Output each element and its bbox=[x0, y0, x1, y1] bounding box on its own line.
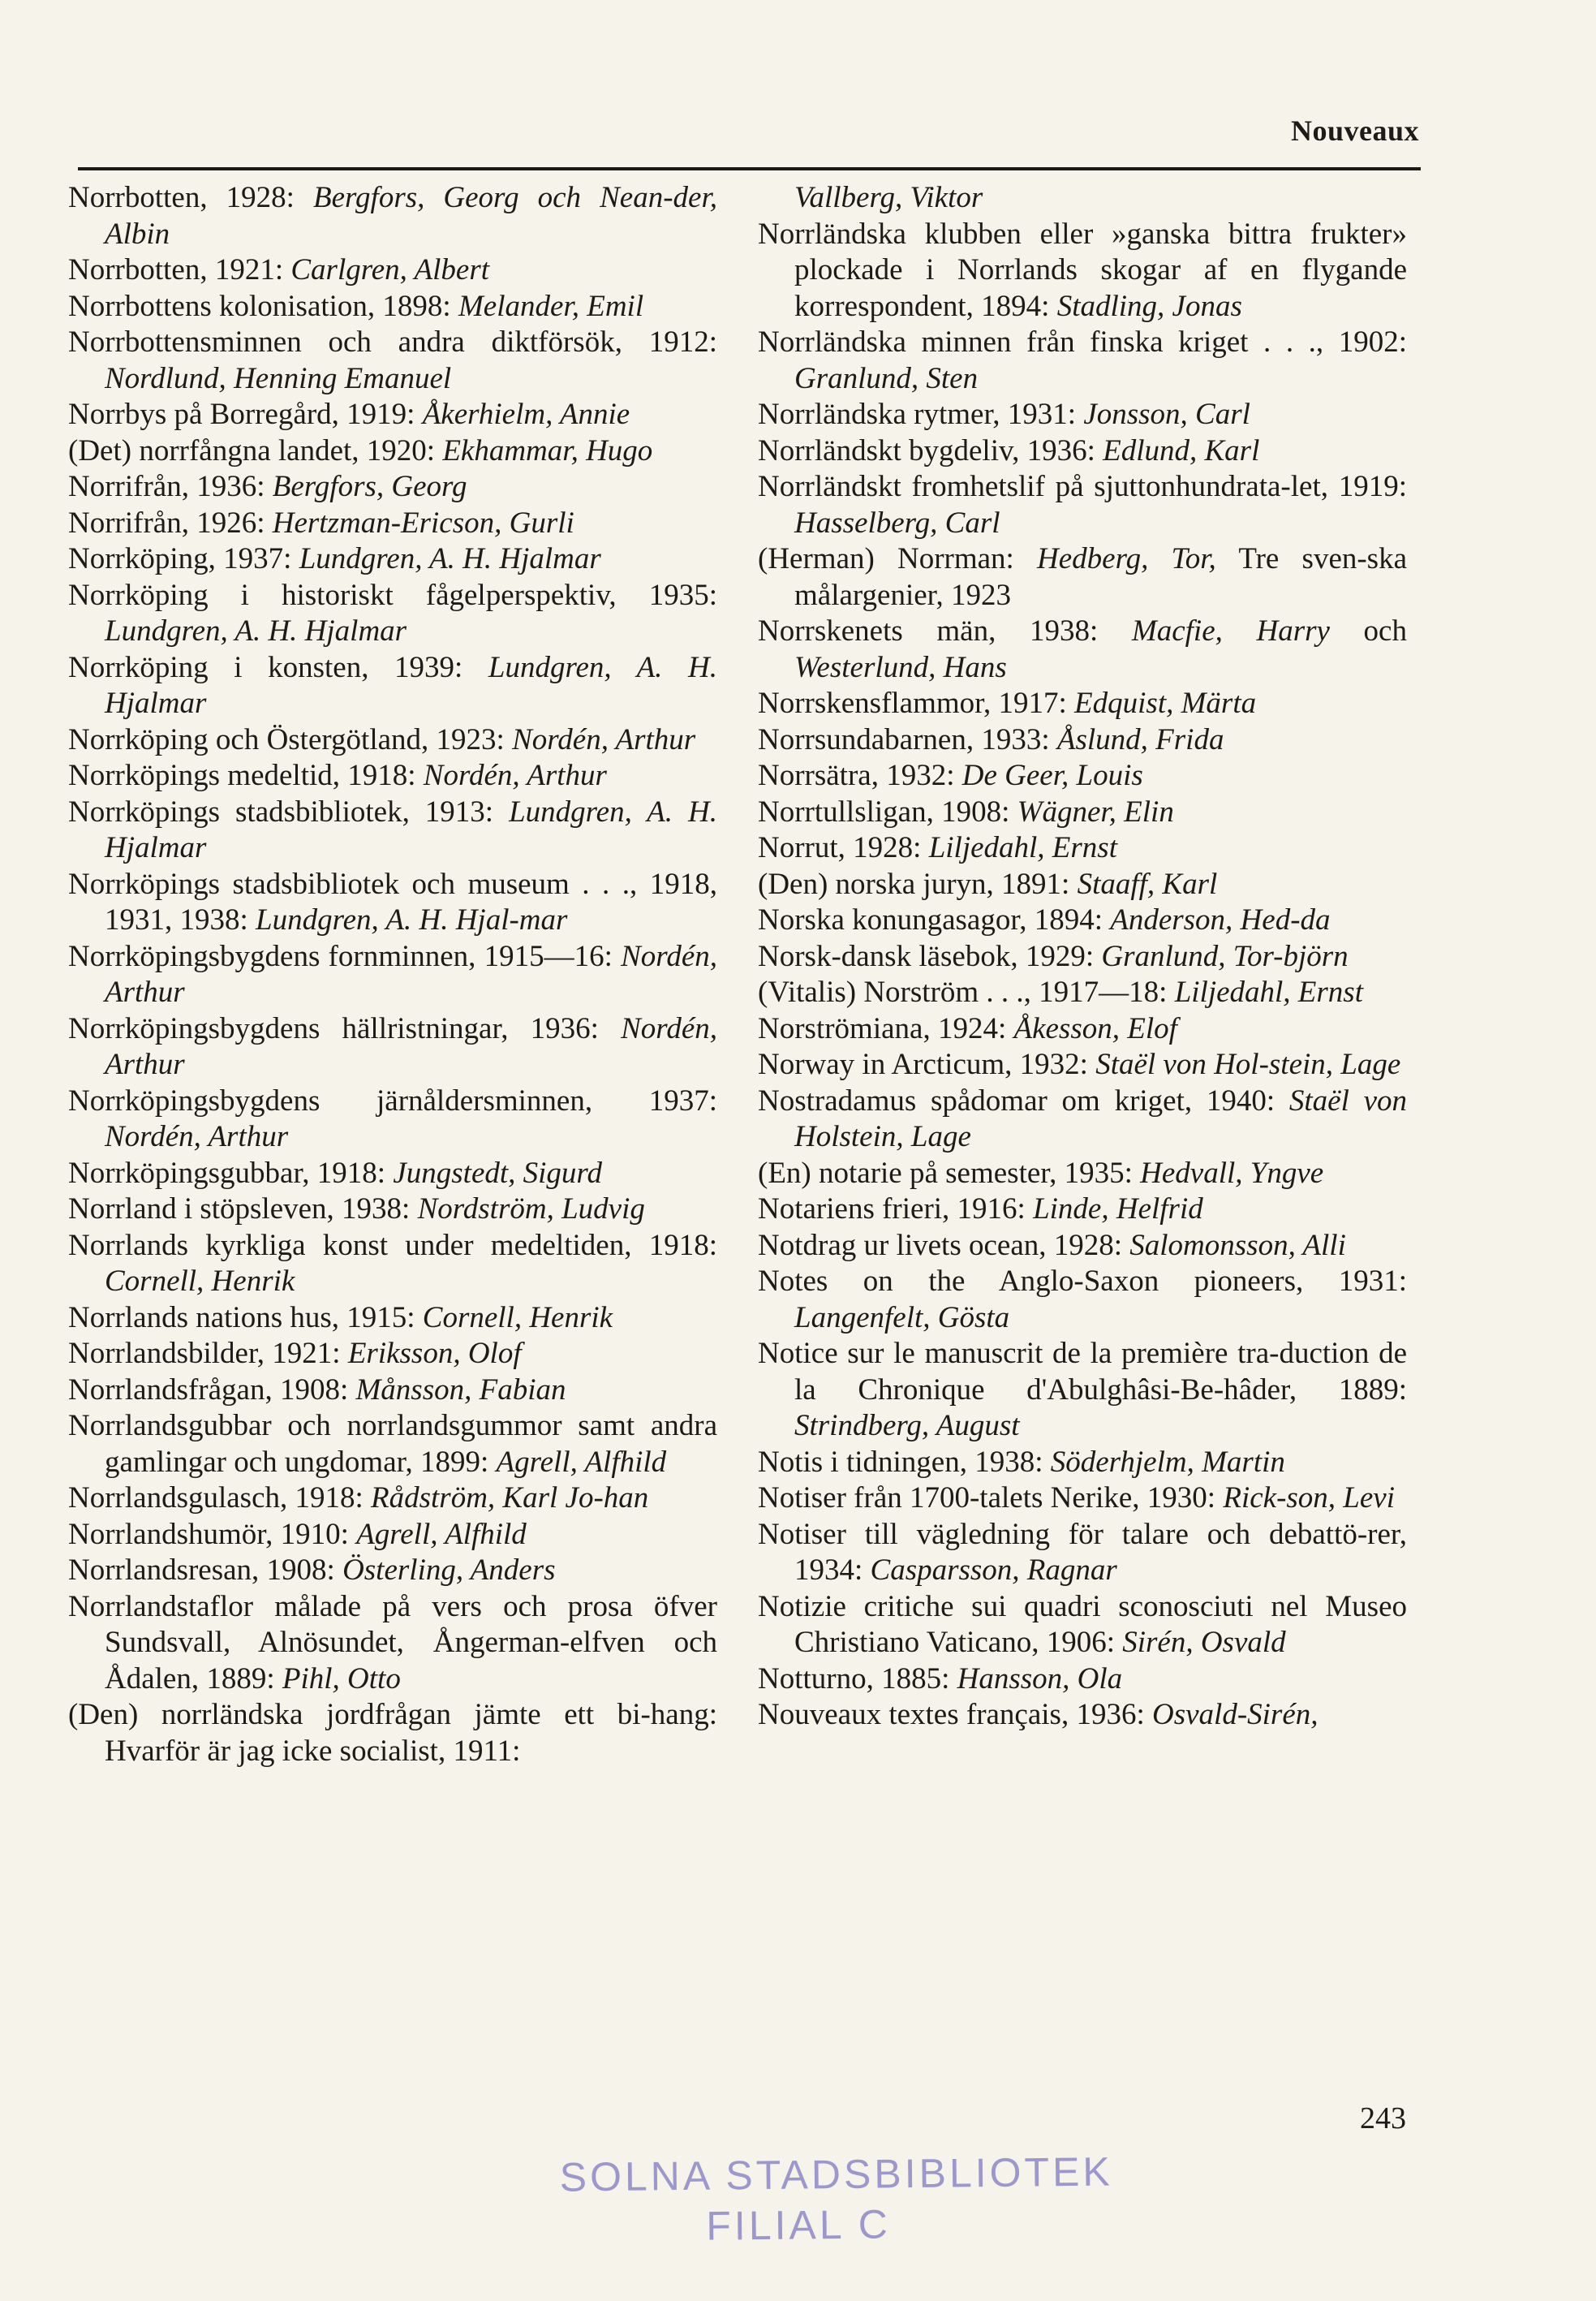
entry-author: Lundgren, A. H. Hjalmar bbox=[105, 795, 717, 864]
entry-title: Norrut, 1928: bbox=[758, 831, 929, 864]
entry-title: Norrbys på Borregård, 1919: bbox=[68, 398, 423, 431]
catalog-entry bbox=[758, 614, 1407, 686]
entry-author: Eriksson, Olof bbox=[347, 1337, 522, 1370]
catalog-entry bbox=[758, 217, 1407, 325]
catalog-entry bbox=[68, 1084, 717, 1156]
catalog-entry bbox=[68, 506, 717, 542]
entry-author: Nordström, Ludvig bbox=[417, 1192, 645, 1226]
catalog-entry bbox=[68, 1697, 717, 1769]
entry-title: Norrbotten, 1928: bbox=[68, 181, 313, 214]
catalog-entry bbox=[758, 1517, 1407, 1589]
entry-title: (Vitalis) Norström . . ., 1917—18: bbox=[758, 976, 1175, 1009]
entry-author: Sirén, Osvald bbox=[1122, 1626, 1286, 1659]
entry-title: Notariens frieri, 1916: bbox=[758, 1192, 1034, 1226]
entry-author: Staël von Hol-stein, Lage bbox=[1095, 1048, 1401, 1081]
entry-author: Nordén, Arthur bbox=[105, 939, 717, 1009]
entry-title: Norrskenets män, 1938: bbox=[758, 614, 1132, 648]
stamp-line-2: FILIAL C bbox=[706, 2201, 892, 2249]
catalog-entry bbox=[758, 1264, 1407, 1336]
entry-title: Norska konungasagor, 1894: bbox=[758, 903, 1111, 937]
entry-author: Hasselberg, Carl bbox=[794, 506, 1000, 540]
catalog-entry bbox=[758, 1011, 1407, 1048]
entry-title: Norrländska minnen från finska kriget . . ., 1902: bbox=[758, 325, 1407, 359]
catalog-entry bbox=[68, 1300, 717, 1337]
catalog-entry bbox=[68, 289, 717, 325]
entry-author: Stadling, Jonas bbox=[1056, 289, 1242, 323]
entry-title: Norrköpings medeltid, 1918: bbox=[68, 759, 424, 792]
continuation-entry bbox=[758, 180, 1407, 217]
catalog-entry bbox=[68, 1011, 717, 1084]
entry-author: Lundgren, A. H. Hjalmar bbox=[299, 542, 601, 575]
entry-author: Hertzman-Ericson, Gurli bbox=[272, 506, 574, 540]
catalog-entry bbox=[68, 1228, 717, 1300]
entry-author: Granlund, Tor-björn bbox=[1101, 939, 1349, 973]
catalog-entry bbox=[68, 469, 717, 506]
entry-title: Norrsätra, 1932: bbox=[758, 759, 962, 792]
catalog-entry bbox=[68, 1372, 717, 1409]
entry-author: Salomonsson, Alli bbox=[1129, 1228, 1346, 1262]
entry-title: Norrköping i konsten, 1939: bbox=[68, 650, 488, 684]
entry-title: Norrtullsligan, 1908: bbox=[758, 795, 1017, 829]
entry-author: Edquist, Märta bbox=[1074, 687, 1257, 720]
entry-title: Norrlandsbilder, 1921: bbox=[68, 1337, 348, 1370]
left-column bbox=[68, 180, 717, 1769]
catalog-entry bbox=[68, 541, 717, 578]
entry-author: Linde, Helfrid bbox=[1033, 1192, 1203, 1226]
entry-author: Bergfors, Georg bbox=[272, 470, 467, 503]
entry-tail: och bbox=[1329, 614, 1407, 648]
entry-author: Jungstedt, Sigurd bbox=[393, 1156, 602, 1190]
entry-author: Lundgren, A. H. Hjal-mar bbox=[256, 903, 568, 937]
entry-author: Cornell, Henrik bbox=[105, 1265, 295, 1298]
catalog-entry bbox=[758, 1480, 1407, 1517]
entry-author: Cornell, Henrik bbox=[422, 1300, 613, 1334]
entry-author: Melander, Emil bbox=[458, 289, 644, 323]
entry-author: Casparsson, Ragnar bbox=[870, 1553, 1117, 1587]
entry-author: Åslund, Frida bbox=[1056, 722, 1224, 756]
catalog-entry bbox=[758, 397, 1407, 433]
entry-title: Notis i tidningen, 1938: bbox=[758, 1445, 1051, 1479]
entry-author: Rick-son, Levi bbox=[1223, 1481, 1395, 1515]
entry-title: Notdrag ur livets ocean, 1928: bbox=[758, 1228, 1130, 1262]
entry-title: Norrlands nations hus, 1915: bbox=[68, 1300, 423, 1334]
catalog-entry bbox=[758, 469, 1407, 541]
catalog-entry bbox=[758, 1589, 1407, 1661]
catalog-entry bbox=[68, 1553, 717, 1589]
entry-author: Agrell, Alfhild bbox=[496, 1445, 667, 1479]
entry-author: Strindberg, August bbox=[794, 1409, 1020, 1442]
entry-author: Lundgren, A. H. Hjalmar bbox=[105, 614, 407, 648]
catalog-entry bbox=[68, 722, 717, 759]
entry-author: Jonsson, Carl bbox=[1083, 398, 1250, 431]
stamp-line-1: SOLNA STADSBIBLIOTEK bbox=[559, 2148, 1114, 2200]
entry-title: Norrländska klubben eller »ganska bittra frukter» plockade i Norrlands skogar af en flygande korrespondent, 1894: bbox=[758, 217, 1407, 323]
catalog-entry bbox=[758, 325, 1407, 397]
catalog-entry bbox=[758, 1156, 1407, 1192]
catalog-entry bbox=[758, 903, 1407, 939]
entry-title: Notes on the Anglo-Saxon pioneers, 1931: bbox=[758, 1265, 1407, 1298]
entry-title: Norrbotten, 1921: bbox=[68, 253, 291, 287]
continuation-author: Vallberg, Viktor bbox=[794, 181, 983, 214]
header-rule bbox=[78, 167, 1421, 170]
entry-title: (Det) norrfångna landet, 1920: bbox=[68, 433, 443, 468]
catalog-entry bbox=[68, 867, 717, 939]
catalog-entry bbox=[68, 758, 717, 795]
catalog-entry bbox=[68, 180, 717, 252]
catalog-entry bbox=[68, 1156, 717, 1192]
catalog-entry bbox=[68, 1517, 717, 1553]
entry-author: Macfie, Harry bbox=[1131, 614, 1330, 648]
entry-author: Wägner, Elin bbox=[1017, 795, 1174, 829]
entry-author: Hansson, Ola bbox=[957, 1661, 1123, 1696]
entry-title: Nouveaux textes français, 1936: bbox=[758, 1698, 1152, 1731]
catalog-entry bbox=[758, 433, 1407, 470]
entry-title: Norrlandsgulasch, 1918: bbox=[68, 1481, 372, 1515]
catalog-entry bbox=[68, 939, 717, 1011]
entry-title: Norrköpings stadsbibliotek, 1913: bbox=[68, 795, 510, 829]
entry-author: Staaff, Karl bbox=[1077, 867, 1218, 901]
entry-author: Åkerhielm, Annie bbox=[422, 398, 630, 431]
catalog-entry bbox=[758, 1697, 1407, 1734]
catalog-entry bbox=[758, 795, 1407, 831]
entry-author: Åkesson, Elof bbox=[1013, 1011, 1177, 1045]
entry-author: Hedberg, Tor, bbox=[1037, 542, 1216, 575]
catalog-entry bbox=[68, 1336, 717, 1372]
entry-title: Norrköpings stadsbibliotek och museum . . ., 1918, 1931, 1938: bbox=[68, 867, 717, 937]
entry-author: Pihl, Otto bbox=[282, 1661, 401, 1696]
catalog-entry bbox=[68, 795, 717, 867]
entry-title: Notiser till vägledning för talare och debattö-rer, 1934: bbox=[758, 1517, 1407, 1587]
entry-title: Norrköping, 1937: bbox=[68, 542, 299, 575]
entry-title: Norrlandsfrågan, 1908: bbox=[68, 1372, 356, 1407]
entry-title: Norrländskt bygdeliv, 1936: bbox=[758, 433, 1103, 468]
entry-author: Staël von Holstein, Lage bbox=[794, 1084, 1408, 1153]
entry-author: Nordén, Arthur bbox=[512, 722, 696, 756]
catalog-entry bbox=[758, 1047, 1407, 1084]
catalog-entry bbox=[758, 1661, 1407, 1698]
right-column bbox=[758, 180, 1407, 1734]
entry-author: Rådström, Karl Jo-han bbox=[371, 1481, 649, 1515]
entry-author: Carlgren, Albert bbox=[290, 253, 489, 287]
entry-title: Norrlands kyrkliga konst under medeltiden, 1918: bbox=[68, 1228, 717, 1262]
entry-title: Norrbottens kolonisation, 1898: bbox=[68, 289, 458, 323]
catalog-entry bbox=[68, 433, 717, 470]
catalog-entry bbox=[758, 758, 1407, 795]
entry-author: Anderson, Hed-da bbox=[1110, 903, 1331, 937]
entry-author: Ekhammar, Hugo bbox=[442, 433, 653, 468]
entry-title: Norströmiana, 1924: bbox=[758, 1011, 1014, 1045]
catalog-entry bbox=[758, 722, 1407, 759]
entry-title: Norrsundabarnen, 1933: bbox=[758, 722, 1057, 756]
catalog-entry bbox=[758, 541, 1407, 614]
entry-title: Norway in Arcticum, 1932: bbox=[758, 1048, 1096, 1081]
entry-title: (En) notarie på semester, 1935: bbox=[758, 1156, 1141, 1190]
page-number: 243 bbox=[1360, 2101, 1406, 2135]
entry-title: Norrlandsresan, 1908: bbox=[68, 1553, 343, 1587]
catalog-entry bbox=[758, 1228, 1407, 1265]
catalog-entry bbox=[758, 867, 1407, 903]
entry-title: Notizie critiche sui quadri sconosciuti nel Museo Christiano Vaticano, 1906: bbox=[758, 1589, 1407, 1659]
entry-title: Nostradamus spådomar om kriget, 1940: bbox=[758, 1084, 1289, 1118]
catalog-entry bbox=[68, 1191, 717, 1228]
entry-title: Norrköpingsbygdens järnåldersminnen, 1937: bbox=[68, 1084, 717, 1118]
entry-title: Norrköpingsbygdens hällristningar, 1936: bbox=[68, 1011, 622, 1045]
catalog-entry bbox=[758, 939, 1407, 976]
entry-author: De Geer, Louis bbox=[961, 759, 1143, 792]
entry-title: Norsk-dansk läsebok, 1929: bbox=[758, 939, 1102, 973]
catalog-entry bbox=[68, 578, 717, 650]
catalog-entry bbox=[758, 1191, 1407, 1228]
entry-author: Westerlund, Hans bbox=[794, 650, 1007, 684]
entry-author: Hedvall, Yngve bbox=[1140, 1156, 1324, 1190]
entry-title: Norrifrån, 1926: bbox=[68, 506, 273, 540]
entry-title: (Den) norska juryn, 1891: bbox=[758, 867, 1078, 901]
entry-title: Notiser från 1700-talets Nerike, 1930: bbox=[758, 1481, 1224, 1515]
entry-author: Nordlund, Henning Emanuel bbox=[105, 361, 452, 395]
entry-title: Norrköping i historiskt fågelperspektiv, 1935: bbox=[68, 578, 717, 612]
catalog-entry bbox=[68, 397, 717, 433]
entry-author: Granlund, Sten bbox=[794, 361, 979, 395]
entry-tail: Tre sven-ska målargenier, 1923 bbox=[794, 542, 1408, 612]
catalog-entry bbox=[68, 1589, 717, 1698]
entry-author: Lundgren, A. H. Hjalmar bbox=[105, 650, 717, 720]
entry-title: Norrländska rytmer, 1931: bbox=[758, 398, 1084, 431]
entry-title: Norrköpingsbygdens fornminnen, 1915—16: bbox=[68, 939, 622, 973]
entry-author: Liljedahl, Ernst bbox=[1174, 976, 1363, 1009]
entry-title: Norrskensflammor, 1917: bbox=[758, 687, 1075, 720]
catalog-entry bbox=[758, 686, 1407, 722]
entry-title: (Den) norrländska jordfrågan jämte ett bi-hang: Hvarför är jag icke socialist, 1911: bbox=[68, 1698, 717, 1768]
catalog-entry bbox=[758, 975, 1407, 1011]
entry-author: Nordén, Arthur bbox=[423, 759, 607, 792]
entry-title: Norrköpingsgubbar, 1918: bbox=[68, 1156, 394, 1190]
catalog-entry bbox=[758, 830, 1407, 867]
entry-title: Norrbottensminnen och andra diktförsök, 1912: bbox=[68, 325, 717, 359]
entry-author: Söderhjelm, Martin bbox=[1050, 1445, 1285, 1479]
entry-author: Nordén, Arthur bbox=[105, 1120, 289, 1153]
entry-title: Norrlandstaflor målade på vers och prosa öfver Sundsvall, Alnösundet, Ångerman-elfven och Ådalen, 1889: bbox=[68, 1589, 717, 1696]
catalog-entry bbox=[68, 252, 717, 289]
catalog-entry bbox=[68, 1480, 717, 1517]
entry-author: Agrell, Alfhild bbox=[356, 1517, 527, 1551]
entry-title: Norrlandsgubbar och norrlandsgummor samt andra gamlingar och ungdomar, 1899: bbox=[68, 1409, 717, 1479]
entry-title: Norrland i stöpsleven, 1938: bbox=[68, 1192, 418, 1226]
entry-title: Notturno, 1885: bbox=[758, 1661, 957, 1696]
entry-title: Norrköping och Östergötland, 1923: bbox=[68, 722, 513, 756]
catalog-entry bbox=[758, 1336, 1407, 1445]
entry-title: Norrifrån, 1936: bbox=[68, 470, 273, 503]
entry-title: Norrlandshumör, 1910: bbox=[68, 1517, 357, 1551]
entry-author: Österling, Anders bbox=[342, 1553, 556, 1587]
entry-title: Notice sur le manuscrit de la première tra-duction de la Chronique d'Abulghâsi-Be-hâder, 1889: bbox=[758, 1337, 1407, 1407]
entry-author: Månsson, Fabian bbox=[355, 1372, 566, 1407]
catalog-entry bbox=[758, 1084, 1407, 1156]
entry-title: Norrländskt fromhetslif på sjuttonhundrata-let, 1919: bbox=[758, 470, 1407, 503]
entry-author: Osvald-Sirén, bbox=[1152, 1698, 1319, 1731]
catalog-entry bbox=[68, 650, 717, 722]
entry-author: Bergfors, Georg och Nean-der, Albin bbox=[105, 181, 717, 251]
catalog-entry bbox=[68, 1408, 717, 1480]
entry-title: (Herman) Norrman: bbox=[758, 542, 1038, 575]
entry-author: Edlund, Karl bbox=[1103, 433, 1260, 468]
entry-author: Liljedahl, Ernst bbox=[928, 831, 1117, 864]
entry-author: Langenfelt, Gösta bbox=[794, 1300, 1010, 1334]
library-stamp bbox=[559, 2148, 1113, 2251]
catalog-entry bbox=[68, 325, 717, 397]
catalog-entry bbox=[758, 1445, 1407, 1481]
running-head: Nouveaux bbox=[1290, 114, 1419, 147]
entry-author: Nordén, Arthur bbox=[105, 1011, 717, 1081]
